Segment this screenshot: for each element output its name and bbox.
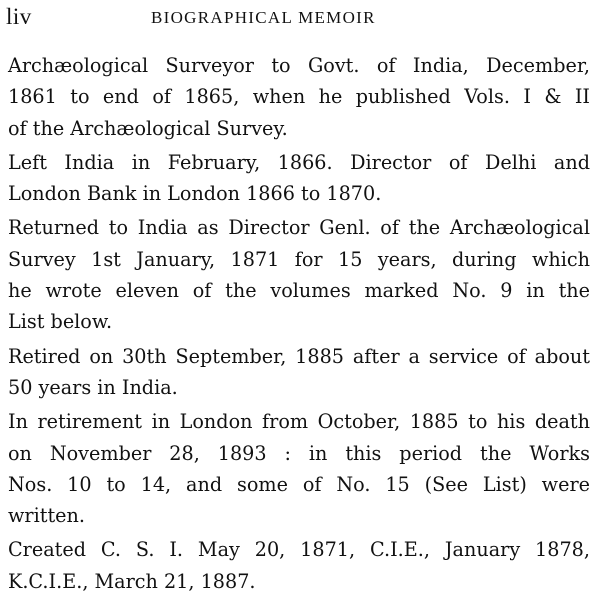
running-title: BIOGRAPHICAL MEMOIR [151,8,376,27]
text-line: In retirement in London from October, 1885 to his death [8,410,590,434]
text-line: List below. [8,310,113,334]
text-line: on November 28, 1893 : in this period the Works [8,441,590,465]
entry-retired [8,341,590,404]
text-line: Left India in February, 1866. Director of Delhi and [8,150,590,174]
text-line: Retired on 30th September, 1885 after a service of about [8,344,590,368]
memoir-body [8,50,590,600]
entry-archaeological-surveyor [8,50,590,144]
text-line: 1861 to end of 1865, when he published Vols. I & II [8,85,590,109]
text-line: Nos. 10 to 14, and some of No. 15 (See List) were [8,472,590,496]
entry-returned-to-india [8,212,590,337]
entry-left-india [8,147,590,210]
text-line: of the Archæological Survey. [8,116,288,140]
text-line: Created C. S. I. May 20, 1871, C.I.E., January 1878, [8,538,590,562]
page-header [6,4,594,30]
text-line: Survey 1st January, 1871 for 15 years, during which [8,247,590,271]
text-line: London Bank in London 1866 to 1870. [8,182,382,206]
text-line: he wrote eleven of the volumes marked No. 9 in the [8,279,590,303]
text-line: 50 years in India. [8,375,178,399]
text-line: K.C.I.E., March 21, 1887. [8,569,256,593]
text-line: written. [8,504,85,528]
page-number: liv [6,4,32,29]
entry-retirement-in-london [8,406,590,531]
text-line: Returned to India as Director Genl. of the Archæological [8,216,590,240]
text-line: Archæological Surveyor to Govt. of India, December, [8,54,590,77]
